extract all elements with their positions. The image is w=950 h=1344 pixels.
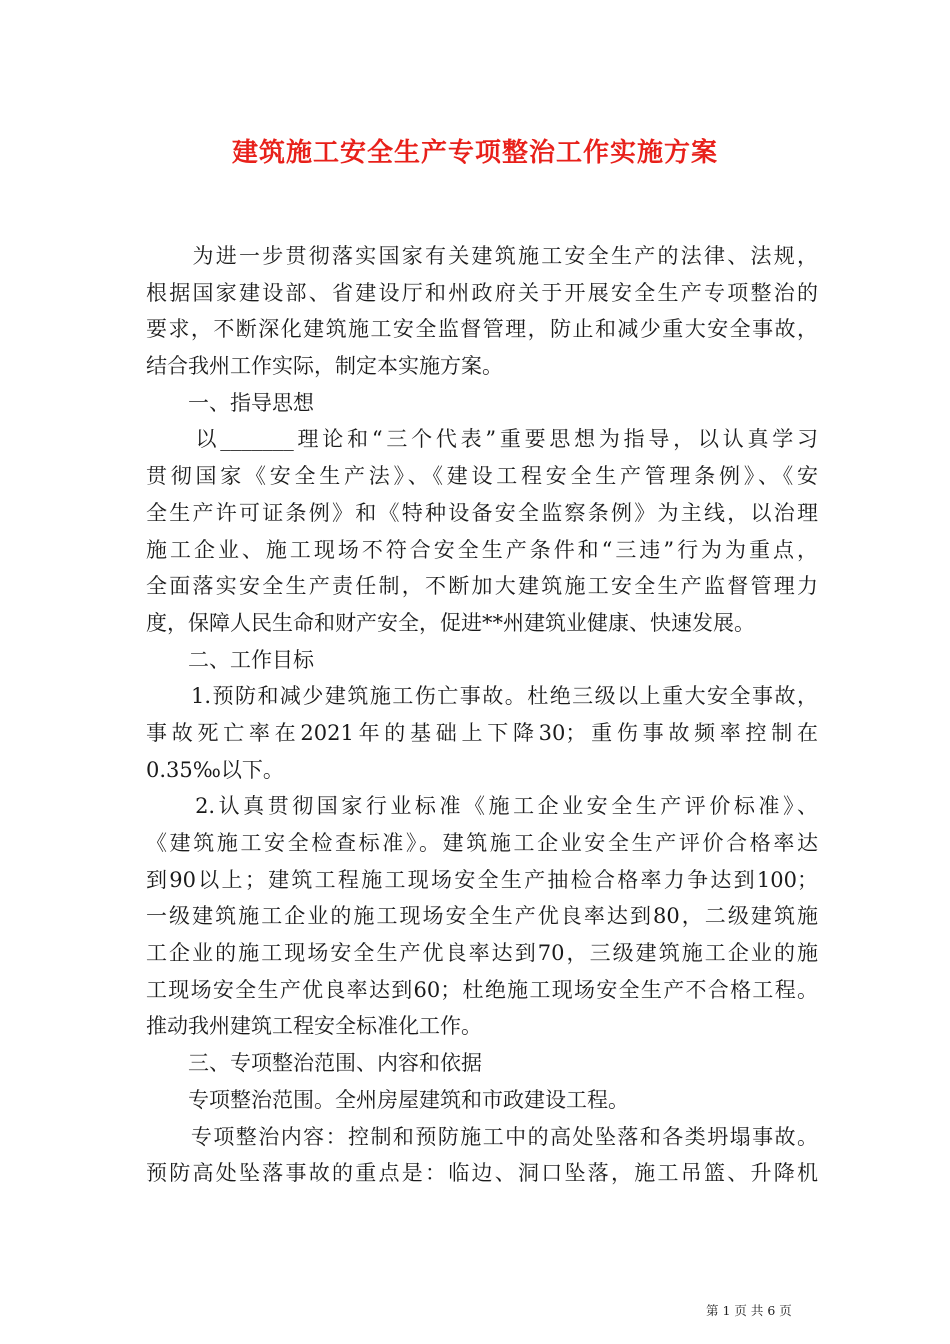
page-number: 第 1 页 共 6 页 xyxy=(706,1303,792,1318)
body-line: 贯彻国家《安全生产法》、《建设工程安全生产管理条例》、《安 xyxy=(146,464,818,489)
document-body xyxy=(146,238,818,1192)
body-line: 要求，不断深化建筑施工安全监督管理，防止和减少重大安全事故， xyxy=(146,317,818,342)
body-line: 事故死亡率在2021年的基础上下降30；重伤事故频率控制在 xyxy=(146,720,818,745)
body-line: 全面落实安全生产责任制，不断加大建筑施工安全生产监督管理力 xyxy=(146,574,818,599)
body-line: 《建筑施工安全检查标准》。建筑施工企业安全生产评价合格率达 xyxy=(146,831,818,855)
body-line: 一级建筑施工企业的施工现场安全生产优良率达到80，二级建筑施 xyxy=(146,904,818,929)
body-line: 度，保障人民生命和财产安全，促进**州建筑业健康、快速发展。 xyxy=(146,610,755,635)
body-line: 1.预防和减少建筑施工伤亡事故。杜绝三级以上重大安全事故， xyxy=(146,684,818,709)
body-line: 2.认真贯彻国家行业标准《施工企业安全生产评价标准》、 xyxy=(146,794,818,819)
body-line: 为进一步贯彻落实国家有关建筑施工安全生产的法律、法规， xyxy=(146,244,818,268)
body-line: 推动我州建筑工程安全标准化工作。 xyxy=(146,1014,482,1039)
body-line: 以_______理论和“三个代表”重要思想为指导，以认真学习 xyxy=(146,427,818,452)
section-heading: 三、专项整治范围、内容和依据 xyxy=(146,1051,482,1076)
document-title: 建筑施工安全生产专项整治工作实施方案 xyxy=(231,138,718,168)
body-line: 预防高处坠落事故的重点是：临边、洞口坠落，施工吊篮、升降机 xyxy=(146,1161,818,1186)
body-line: 工现场安全生产优良率达到60；杜绝施工现场安全生产不合格工程。 xyxy=(146,977,818,1002)
body-line: 施工企业、施工现场不符合安全生产条件和“三违”行为为重点， xyxy=(146,537,818,562)
body-line: 专项整治范围。全州房屋建筑和市政建设工程。 xyxy=(146,1087,629,1112)
section-heading: 一、指导思想 xyxy=(146,390,314,415)
body-line: 专项整治内容：控制和预防施工中的高处坠落和各类坍塌事故。 xyxy=(146,1124,818,1149)
body-line: 0.35‰以下。 xyxy=(146,757,284,782)
body-line: 全生产许可证条例》和《特种设备安全监察条例》为主线，以治理 xyxy=(146,500,818,525)
body-line: 结合我州工作实际，制定本实施方案。 xyxy=(146,354,503,379)
body-line: 工企业的施工现场安全生产优良率达到70，三级建筑施工企业的施 xyxy=(146,941,818,966)
section-heading: 二、工作目标 xyxy=(146,647,314,672)
body-line: 根据国家建设部、省建设厅和州政府关于开展安全生产专项整治的 xyxy=(146,280,818,305)
body-line: 到90以上；建筑工程施工现场安全生产抽检合格率力争达到100； xyxy=(146,867,818,892)
